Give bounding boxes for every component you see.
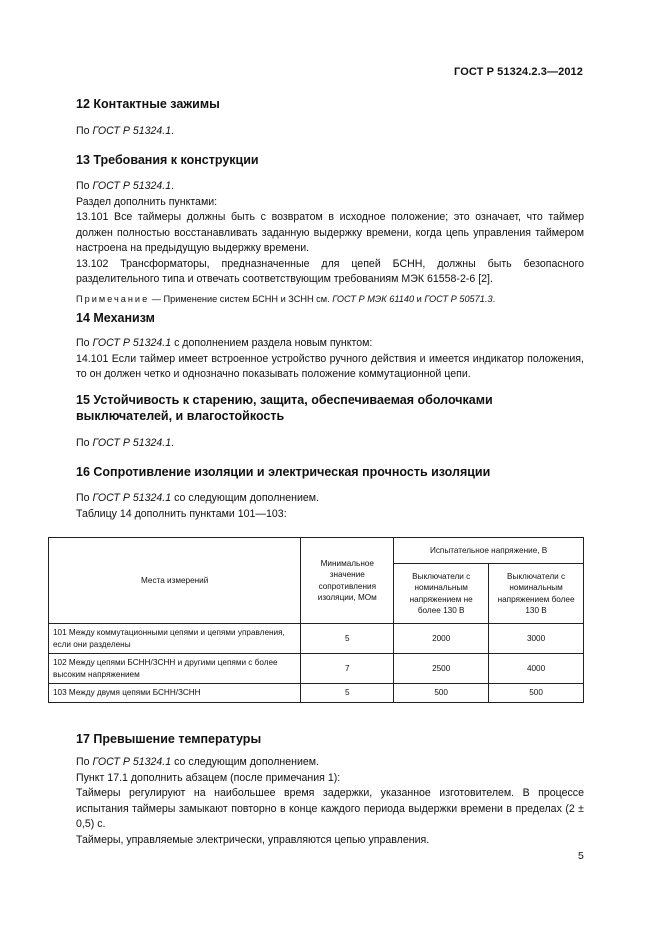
section-16-ref: По ГОСТ Р 51324.1 со следующим дополнением. [76, 492, 320, 504]
table-cell-voltage-high: 4000 [489, 654, 584, 684]
standard-ref: ГОСТ Р 51324.1 [92, 180, 172, 192]
paragraph: Раздел дополнить пунктами: [76, 195, 218, 208]
standard-ref: ГОСТ Р 51324.1 [92, 125, 172, 137]
paragraph: Таблицу 14 дополнить пунктами 101—103: [76, 507, 287, 520]
section-13 [76, 152, 584, 168]
section-17 [76, 731, 584, 747]
column-header-place: Места измерений [49, 538, 301, 624]
table-row [49, 654, 584, 684]
section-14-ref: По ГОСТ Р 51324.1 с дополнением раздела новым пунктом: [76, 337, 373, 349]
section-13-body [76, 179, 584, 306]
section-17-title: 17 Превышение температуры [76, 732, 262, 746]
paragraph: Пункт 17.1 дополнить абзацем (после примечания 1): [76, 771, 341, 784]
insulation-table [48, 537, 584, 703]
clause-13-101: 13.101 Все таймеры должны быть с возвратом в исходное положение; это означает, что таймер должен полностью восстанавливать заданную выдержку времени, когда цепь управления таймером настроена на предыдущую выдержку времени. [76, 211, 584, 254]
table-cell-place: 102 Между цепями БСНН/ЗСНН и другими цепями с более высоким напряжением [49, 654, 301, 684]
section-14-body [76, 336, 584, 383]
note: Примечание — Применение систем БСНН и ЗСНН см. ГОСТ Р МЭК 61140 и ГОСТ Р 50571.3. [76, 293, 496, 304]
section-12-ref: По ГОСТ Р 51324.1. [76, 125, 175, 137]
paragraph: Таймеры, управляемые электрически, управляются цепью управления. [76, 833, 430, 846]
standard-ref: ГОСТ Р 51324.1 [92, 756, 172, 768]
table-cell-voltage-low: 2000 [394, 624, 489, 654]
section-15 [76, 392, 584, 424]
section-13-title: 13 Требования к конструкции [76, 153, 259, 167]
section-17-ref: По ГОСТ Р 51324.1 со следующим дополнением. [76, 756, 320, 768]
section-16-title: 16 Сопротивление изоляции и электрическая прочность изоляции [76, 465, 491, 479]
table-cell-voltage-low: 2500 [394, 654, 489, 684]
standard-ref: ГОСТ Р 51324.1 [92, 492, 172, 504]
column-header-resistance: Минимальное значение сопротивления изоляции, МОм [301, 538, 394, 624]
section-14 [76, 310, 584, 326]
column-header-low-voltage: Выключатели с номинальным напряжением не более 130 В [394, 564, 489, 624]
clause-13-102: 13.102 Трансформаторы, предназначенные для цепей БСНН, должны быть безопасного разделительного типа и отвечать соответствующим требованиям МЭК 61558-2-6 [2]. [76, 257, 584, 285]
section-12 [76, 96, 584, 112]
note-label: Примечание [76, 293, 150, 304]
table-cell-place: 101 Между коммутационными цепями и цепями управления, если они разделены [49, 624, 301, 654]
standard-ref: ГОСТ Р 51324.1 [92, 337, 172, 349]
section-15-title: 15 Устойчивость к старению, защита, обеспечиваемая оболочками выключателей, и влагостойкость [76, 393, 493, 423]
section-16 [76, 464, 584, 480]
table-cell-resistance: 5 [301, 624, 394, 654]
paragraph: Таймеры регулируют на наибольшее время задержки, указанное изготовителем. В процессе испытания таймеры замыкают повторно в конце каждого периода выдержки времени в пределах (2 ± 0,5) с. [76, 787, 584, 830]
table-cell-resistance: 7 [301, 654, 394, 684]
table-cell-voltage-low: 500 [394, 684, 489, 703]
section-12-title: 12 Контактные зажимы [76, 97, 220, 111]
section-17-body [76, 755, 584, 848]
clause-14-101: 14.101 Если таймер имеет встроенное устройство ручного действия и имеется индикатор положения, то он должен четко и однозначно показывать положение коммутационной цепи. [76, 352, 584, 380]
standard-ref: ГОСТ Р 51324.1 [92, 437, 172, 449]
table-cell-resistance: 5 [301, 684, 394, 703]
section-15-ref: По ГОСТ Р 51324.1. [76, 437, 175, 449]
column-header-high-voltage: Выключатели с номинальным напряжением более 130 В [489, 564, 584, 624]
section-14-title: 14 Механизм [76, 311, 155, 325]
table-row [49, 624, 584, 654]
table-cell-voltage-high: 500 [489, 684, 584, 703]
table-row [49, 684, 584, 703]
document-code: ГОСТ Р 51324.2.3—2012 [454, 66, 583, 78]
table-cell-place: 103 Между двумя цепями БСНН/ЗСНН [49, 684, 301, 703]
table-cell-voltage-high: 3000 [489, 624, 584, 654]
section-13-ref: По ГОСТ Р 51324.1. [76, 180, 175, 192]
section-16-body [76, 491, 584, 522]
column-group-header-voltage: Испытательное напряжение, В [394, 538, 584, 564]
page-number: 5 [578, 850, 584, 862]
